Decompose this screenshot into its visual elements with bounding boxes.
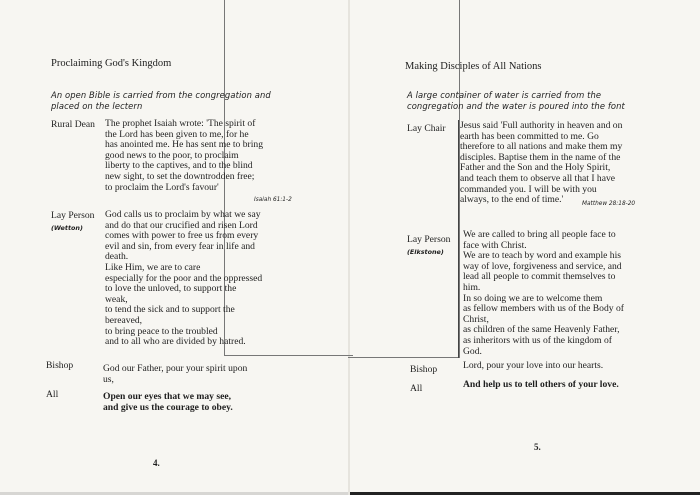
all-left-text (103, 392, 233, 413)
text-line: God calls us to proclaim by what we say (105, 209, 261, 220)
speaker-all-right: All (410, 383, 423, 394)
text-line: to bring peace to the troubled (105, 325, 218, 337)
text-line: And help us to tell others of your love. (463, 379, 619, 390)
text-line: Open our eyes that we may see, (103, 391, 231, 402)
text-line: The prophet Isaiah wrote: 'The spirit of (105, 118, 256, 129)
bishop-right-text (463, 361, 603, 372)
text-line: the Lord has been given to me, for he (105, 128, 249, 140)
text-margin-rule (458, 120, 459, 358)
speaker-lay-person-left: Lay Person (51, 210, 95, 221)
text-line: as children of the same Heavenly Father, (463, 324, 620, 336)
text-line: has anointed me. He has sent me to bring (105, 139, 263, 151)
text-line: death. (105, 251, 129, 263)
text-line: always, to the end of time.' (460, 194, 564, 206)
speaker-lay-person-right: Lay Person (407, 234, 451, 245)
text-line: new sight, to set the downtrodden free; (105, 170, 255, 182)
text-line: him. (463, 281, 481, 293)
right-rubric (407, 90, 625, 112)
left-heading: Proclaiming God's Kingdom (51, 58, 172, 69)
rubric-line: A large container of water is carried from the (407, 90, 602, 100)
text-line: and teach them to observe all that I have (460, 172, 616, 184)
text-line: Like Him, we are to care (105, 261, 201, 273)
isaiah-reference: Isaiah 61:1-2 (254, 197, 292, 203)
text-line: as inheritors with us of the kingdom of (463, 334, 612, 346)
text-line: and to all who are divided by hatred. (105, 336, 246, 348)
text-line: weak, (105, 293, 128, 305)
text-line: bereaved, (105, 314, 143, 326)
text-line: We are called to bring all people face to (463, 229, 616, 240)
lay-person-right-text (463, 230, 624, 357)
text-line: comes with power to free us from every (105, 230, 259, 242)
lay-person-left-text (105, 210, 262, 348)
text-line: earth has been committed to me. Go (460, 130, 599, 142)
rubric-line: An open Bible is carried from the congregation and (51, 90, 271, 100)
overlay-sheet-edge (348, 0, 460, 358)
text-line: Lord, pour your love into our hearts. (463, 360, 604, 371)
text-line: and give us the courage to obey. (103, 401, 233, 413)
matthew-reference: Matthew 28:18-20 (582, 201, 636, 207)
text-line: liberty to the captives, and to the blind (105, 160, 253, 172)
text-line: We are to teach by word and example his (463, 250, 621, 262)
text-line: good news to the poor, to proclaim (105, 149, 239, 161)
speaker-bishop-left: Bishop (46, 360, 74, 371)
text-line: us, (103, 373, 114, 385)
rubric-line: placed on the lectern (51, 101, 143, 111)
text-line: God. (463, 345, 482, 357)
text-line: disciples. Baptise them in the name of the (460, 151, 621, 163)
text-line: to proclaim the Lord's favour' (105, 181, 219, 193)
text-line: way of love, forgiveness and service, and (463, 260, 622, 272)
page-number-left: 4. (153, 458, 160, 468)
rural-dean-text (105, 119, 263, 193)
text-line: to love the unloved, to support the (105, 283, 237, 295)
speaker-lay-chair: Lay Chair (407, 123, 446, 134)
right-heading: Making Disciples of All Nations (405, 61, 542, 72)
text-line: Christ, (463, 313, 489, 325)
text-line: In so doing we are to welcome them (463, 292, 603, 304)
text-line: face with Christ. (463, 239, 527, 251)
text-line: commanded you. I will be with you (460, 183, 597, 195)
right-page (350, 0, 700, 495)
page-number-right: 5. (534, 442, 541, 452)
text-line: God our Father, pour your spirit upon (103, 363, 248, 374)
subspeaker-elkstone: (Elkstone) (407, 248, 444, 256)
left-page (0, 0, 348, 495)
bishop-left-text (103, 364, 247, 385)
subspeaker-wetton: (Wetton) (51, 224, 83, 232)
text-line: evil and sin, from every fear in life and (105, 240, 255, 252)
speaker-all-left: All (46, 389, 59, 400)
text-line: therefore to all nations and make them my (460, 141, 623, 153)
text-line: and do that our crucified and risen Lord (105, 219, 258, 231)
text-line: Father and the Son and the Holy Spirit, (460, 162, 611, 174)
text-line: as fellow members with us of the Body of (463, 303, 624, 315)
all-right-text (463, 380, 619, 391)
text-line: lead all people to commit themselves to (463, 271, 616, 283)
text-line: to tend the sick and to support the (105, 304, 235, 316)
speaker-rural-dean: Rural Dean (51, 119, 95, 130)
lay-chair-text (460, 121, 622, 206)
text-line: Jesus said 'Full authority in heaven and on (460, 120, 623, 131)
left-rubric (51, 90, 271, 112)
speaker-bishop-right: Bishop (410, 364, 438, 375)
text-line: especially for the poor and the oppressed (105, 272, 263, 284)
rubric-line: congregation and the water is poured into the font (407, 101, 625, 111)
